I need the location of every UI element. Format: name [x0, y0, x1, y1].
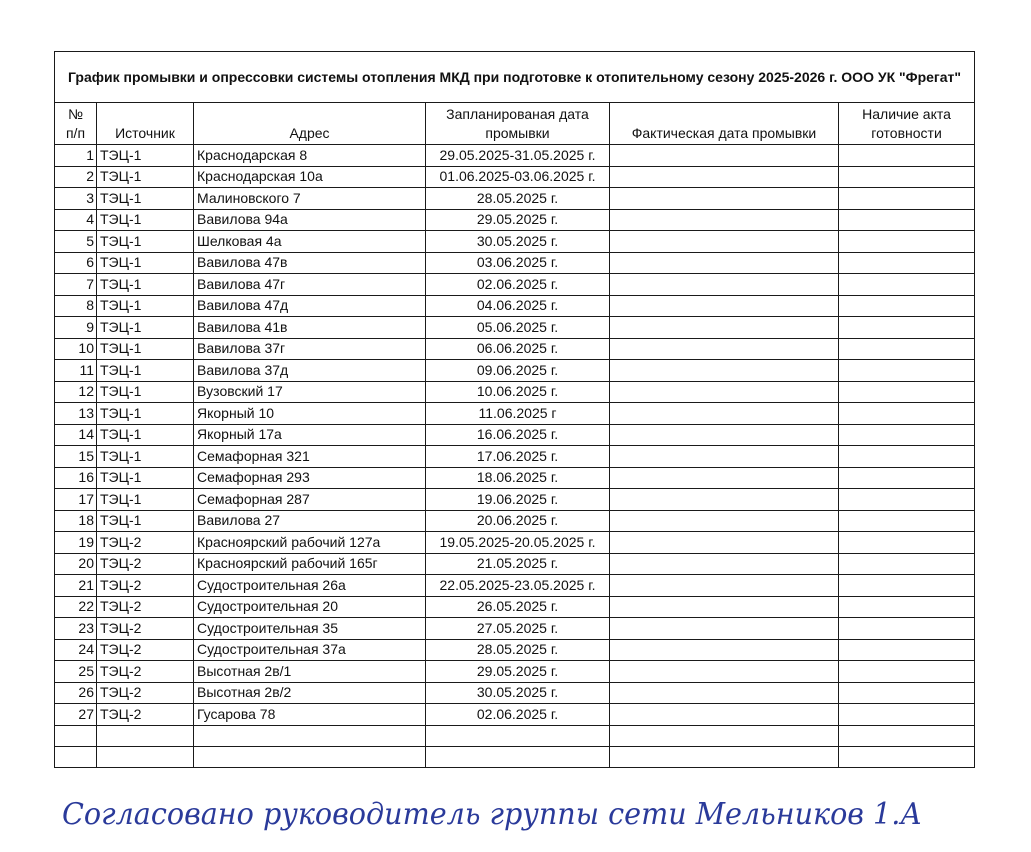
- row-actual-date: [610, 295, 839, 317]
- document-title: График промывки и опрессовки системы отопления МКД при подготовке к отопительному сезону 2025-2026 г. ООО УК "Фрегат": [55, 52, 975, 103]
- row-address: Судостроительная 20: [194, 596, 426, 618]
- row-source: ТЭЦ-2: [97, 618, 194, 640]
- row-planned-date: 28.05.2025 г.: [426, 188, 610, 210]
- table-body: [55, 145, 975, 768]
- table-row: [55, 166, 975, 188]
- row-number: 9: [55, 317, 97, 339]
- header-actual-date: Фактическая дата промывки: [610, 103, 839, 145]
- empty-cell: [426, 746, 610, 767]
- row-address: Семафорная 287: [194, 489, 426, 511]
- row-number: 13: [55, 403, 97, 425]
- row-readiness-act: [839, 252, 975, 274]
- row-readiness-act: [839, 489, 975, 511]
- row-planned-date: 02.06.2025 г.: [426, 274, 610, 296]
- row-planned-date: 09.06.2025 г.: [426, 360, 610, 382]
- row-number: 2: [55, 166, 97, 188]
- row-number: 17: [55, 489, 97, 511]
- row-source: ТЭЦ-2: [97, 682, 194, 704]
- table-row: [55, 381, 975, 403]
- row-source: ТЭЦ-1: [97, 188, 194, 210]
- header-readiness-act: [839, 103, 975, 145]
- row-readiness-act: [839, 467, 975, 489]
- header-number-line1: №: [67, 106, 84, 122]
- row-readiness-act: [839, 446, 975, 468]
- row-address: Высотная 2в/1: [194, 661, 426, 683]
- row-number: 10: [55, 338, 97, 360]
- row-readiness-act: [839, 338, 975, 360]
- row-readiness-act: [839, 403, 975, 425]
- table-row: [55, 188, 975, 210]
- table-row: [55, 532, 975, 554]
- row-actual-date: [610, 661, 839, 683]
- row-actual-date: [610, 639, 839, 661]
- row-number: 4: [55, 209, 97, 231]
- table-row: [55, 553, 975, 575]
- row-planned-date: 21.05.2025 г.: [426, 553, 610, 575]
- row-readiness-act: [839, 639, 975, 661]
- row-planned-date: 17.06.2025 г.: [426, 446, 610, 468]
- row-planned-date: 30.05.2025 г.: [426, 682, 610, 704]
- row-actual-date: [610, 231, 839, 253]
- header-planned-line1: Запланированая дата: [446, 106, 589, 122]
- empty-cell: [97, 725, 194, 746]
- empty-row: [55, 746, 975, 767]
- header-planned-date: [426, 103, 610, 145]
- table-row: [55, 295, 975, 317]
- table-row: [55, 682, 975, 704]
- row-readiness-act: [839, 381, 975, 403]
- row-actual-date: [610, 317, 839, 339]
- table-row: [55, 317, 975, 339]
- row-actual-date: [610, 510, 839, 532]
- row-source: ТЭЦ-1: [97, 381, 194, 403]
- row-actual-date: [610, 446, 839, 468]
- table-row: [55, 360, 975, 382]
- row-readiness-act: [839, 188, 975, 210]
- row-source: ТЭЦ-1: [97, 489, 194, 511]
- empty-cell: [194, 725, 426, 746]
- row-planned-date: 05.06.2025 г.: [426, 317, 610, 339]
- table-row: [55, 489, 975, 511]
- row-source: ТЭЦ-1: [97, 424, 194, 446]
- row-readiness-act: [839, 510, 975, 532]
- row-address: Малиновского 7: [194, 188, 426, 210]
- row-planned-date: 28.05.2025 г.: [426, 639, 610, 661]
- title-row: [55, 52, 975, 103]
- row-number: 15: [55, 446, 97, 468]
- row-number: 26: [55, 682, 97, 704]
- table-row: [55, 424, 975, 446]
- header-number: [55, 103, 97, 145]
- row-actual-date: [610, 403, 839, 425]
- row-address: Вавилова 47в: [194, 252, 426, 274]
- row-planned-date: 02.06.2025 г.: [426, 704, 610, 726]
- row-readiness-act: [839, 145, 975, 167]
- row-readiness-act: [839, 166, 975, 188]
- row-number: 21: [55, 575, 97, 597]
- row-readiness-act: [839, 682, 975, 704]
- table-row: [55, 704, 975, 726]
- row-source: ТЭЦ-1: [97, 403, 194, 425]
- row-planned-date: 29.05.2025-31.05.2025 г.: [426, 145, 610, 167]
- row-number: 8: [55, 295, 97, 317]
- row-planned-date: 19.05.2025-20.05.2025 г.: [426, 532, 610, 554]
- row-readiness-act: [839, 317, 975, 339]
- row-actual-date: [610, 360, 839, 382]
- row-actual-date: [610, 209, 839, 231]
- row-readiness-act: [839, 661, 975, 683]
- row-planned-date: 16.06.2025 г.: [426, 424, 610, 446]
- table-row: [55, 446, 975, 468]
- row-source: ТЭЦ-1: [97, 338, 194, 360]
- row-actual-date: [610, 381, 839, 403]
- row-address: Красноярский рабочий 165г: [194, 553, 426, 575]
- row-actual-date: [610, 424, 839, 446]
- table-row: [55, 274, 975, 296]
- row-number: 27: [55, 704, 97, 726]
- row-address: Краснодарская 10а: [194, 166, 426, 188]
- row-number: 23: [55, 618, 97, 640]
- row-address: Семафорная 321: [194, 446, 426, 468]
- handwritten-signature: [62, 784, 962, 844]
- header-number-line2: п/п: [65, 125, 86, 141]
- row-number: 5: [55, 231, 97, 253]
- row-planned-date: 29.05.2025 г.: [426, 209, 610, 231]
- row-address: Судостроительная 35: [194, 618, 426, 640]
- row-source: ТЭЦ-2: [97, 575, 194, 597]
- row-planned-date: 19.06.2025 г.: [426, 489, 610, 511]
- table-row: [55, 252, 975, 274]
- row-source: ТЭЦ-1: [97, 446, 194, 468]
- row-number: 18: [55, 510, 97, 532]
- header-source: Источник: [97, 103, 194, 145]
- row-readiness-act: [839, 360, 975, 382]
- row-planned-date: 27.05.2025 г.: [426, 618, 610, 640]
- row-address: Вавилова 94а: [194, 209, 426, 231]
- empty-cell: [97, 746, 194, 767]
- table-row: [55, 209, 975, 231]
- row-planned-date: 06.06.2025 г.: [426, 338, 610, 360]
- row-address: Вавилова 47д: [194, 295, 426, 317]
- table-row: [55, 403, 975, 425]
- table-row: [55, 231, 975, 253]
- row-source: ТЭЦ-1: [97, 510, 194, 532]
- row-number: 25: [55, 661, 97, 683]
- row-planned-date: 18.06.2025 г.: [426, 467, 610, 489]
- row-source: ТЭЦ-2: [97, 596, 194, 618]
- row-planned-date: 03.06.2025 г.: [426, 252, 610, 274]
- row-address: Вузовский 17: [194, 381, 426, 403]
- empty-cell: [426, 725, 610, 746]
- row-source: ТЭЦ-1: [97, 360, 194, 382]
- row-planned-date: 26.05.2025 г.: [426, 596, 610, 618]
- row-readiness-act: [839, 704, 975, 726]
- row-readiness-act: [839, 596, 975, 618]
- row-address: Вавилова 47г: [194, 274, 426, 296]
- row-actual-date: [610, 596, 839, 618]
- row-actual-date: [610, 467, 839, 489]
- row-address: Семафорная 293: [194, 467, 426, 489]
- header-act-line1: Наличие акта: [862, 106, 951, 122]
- empty-cell: [194, 746, 426, 767]
- row-source: ТЭЦ-2: [97, 704, 194, 726]
- row-actual-date: [610, 188, 839, 210]
- row-readiness-act: [839, 231, 975, 253]
- row-source: ТЭЦ-1: [97, 274, 194, 296]
- row-readiness-act: [839, 295, 975, 317]
- row-actual-date: [610, 274, 839, 296]
- row-source: ТЭЦ-1: [97, 231, 194, 253]
- row-planned-date: 11.06.2025 г: [426, 403, 610, 425]
- row-number: 12: [55, 381, 97, 403]
- header-planned-line2: промывки: [485, 125, 550, 141]
- row-address: Вавилова 37д: [194, 360, 426, 382]
- row-actual-date: [610, 145, 839, 167]
- table-row: [55, 145, 975, 167]
- table-row: [55, 618, 975, 640]
- table-row: [55, 575, 975, 597]
- row-readiness-act: [839, 575, 975, 597]
- row-source: ТЭЦ-1: [97, 317, 194, 339]
- empty-cell: [610, 746, 839, 767]
- row-number: 24: [55, 639, 97, 661]
- row-address: Судостроительная 26а: [194, 575, 426, 597]
- row-source: ТЭЦ-1: [97, 145, 194, 167]
- row-planned-date: 30.05.2025 г.: [426, 231, 610, 253]
- row-address: Гусарова 78: [194, 704, 426, 726]
- row-number: 6: [55, 252, 97, 274]
- row-planned-date: 10.06.2025 г.: [426, 381, 610, 403]
- row-actual-date: [610, 618, 839, 640]
- row-readiness-act: [839, 274, 975, 296]
- row-number: 22: [55, 596, 97, 618]
- header-row: [55, 103, 975, 145]
- row-readiness-act: [839, 424, 975, 446]
- row-address: Якорный 17а: [194, 424, 426, 446]
- row-actual-date: [610, 575, 839, 597]
- row-address: Красноярский рабочий 127а: [194, 532, 426, 554]
- table-row: [55, 510, 975, 532]
- row-number: 3: [55, 188, 97, 210]
- row-readiness-act: [839, 209, 975, 231]
- table-row: [55, 467, 975, 489]
- flushing-schedule-table: [54, 51, 975, 768]
- table-row: [55, 338, 975, 360]
- row-number: 11: [55, 360, 97, 382]
- row-address: Вавилова 27: [194, 510, 426, 532]
- header-act-line2: готовности: [871, 125, 942, 141]
- row-actual-date: [610, 166, 839, 188]
- row-number: 19: [55, 532, 97, 554]
- row-source: ТЭЦ-1: [97, 295, 194, 317]
- row-planned-date: 29.05.2025 г.: [426, 661, 610, 683]
- row-source: ТЭЦ-2: [97, 661, 194, 683]
- row-source: ТЭЦ-1: [97, 252, 194, 274]
- row-address: Краснодарская 8: [194, 145, 426, 167]
- row-source: ТЭЦ-2: [97, 532, 194, 554]
- row-source: ТЭЦ-1: [97, 467, 194, 489]
- row-source: ТЭЦ-2: [97, 553, 194, 575]
- empty-cell: [839, 746, 975, 767]
- row-readiness-act: [839, 618, 975, 640]
- row-readiness-act: [839, 532, 975, 554]
- row-actual-date: [610, 553, 839, 575]
- row-address: Вавилова 37г: [194, 338, 426, 360]
- row-readiness-act: [839, 553, 975, 575]
- row-planned-date: 22.05.2025-23.05.2025 г.: [426, 575, 610, 597]
- table-row: [55, 596, 975, 618]
- row-actual-date: [610, 338, 839, 360]
- row-number: 16: [55, 467, 97, 489]
- row-planned-date: 20.06.2025 г.: [426, 510, 610, 532]
- row-address: Вавилова 41в: [194, 317, 426, 339]
- table-row: [55, 661, 975, 683]
- row-address: Якорный 10: [194, 403, 426, 425]
- row-planned-date: 01.06.2025-03.06.2025 г.: [426, 166, 610, 188]
- row-actual-date: [610, 682, 839, 704]
- empty-cell: [55, 746, 97, 767]
- row-source: ТЭЦ-1: [97, 209, 194, 231]
- row-number: 20: [55, 553, 97, 575]
- row-planned-date: 04.06.2025 г.: [426, 295, 610, 317]
- row-number: 7: [55, 274, 97, 296]
- row-actual-date: [610, 704, 839, 726]
- empty-cell: [610, 725, 839, 746]
- row-address: Шелковая 4а: [194, 231, 426, 253]
- empty-cell: [839, 725, 975, 746]
- row-number: 14: [55, 424, 97, 446]
- row-address: Высотная 2в/2: [194, 682, 426, 704]
- signature-text: Согласовано руководитель группы сети Мельников 1.А: [62, 797, 922, 832]
- header-address: Адрес: [194, 103, 426, 145]
- table-row: [55, 639, 975, 661]
- empty-row: [55, 725, 975, 746]
- row-address: Судостроительная 37а: [194, 639, 426, 661]
- row-actual-date: [610, 252, 839, 274]
- row-actual-date: [610, 532, 839, 554]
- row-number: 1: [55, 145, 97, 167]
- row-source: ТЭЦ-1: [97, 166, 194, 188]
- row-source: ТЭЦ-2: [97, 639, 194, 661]
- empty-cell: [55, 725, 97, 746]
- row-actual-date: [610, 489, 839, 511]
